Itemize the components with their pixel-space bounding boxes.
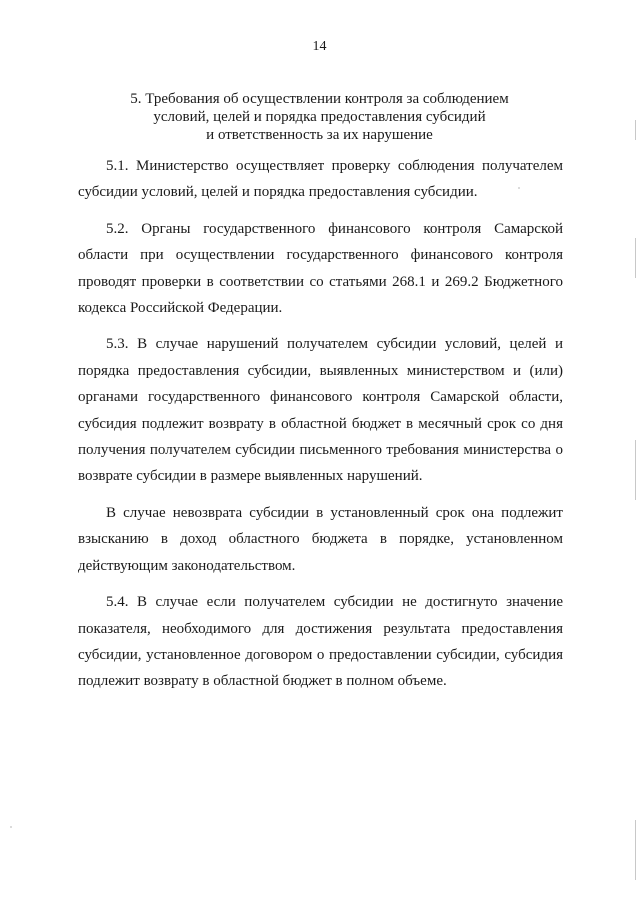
scan-edge-mark [635,120,636,140]
scan-speck [10,826,12,828]
page-number: 14 [312,39,327,54]
paragraph-5-1: 5.1. Министерство осуществляет проверку соблюдения получателем субсидии условий, целей и порядка предоставления субсидии. [78,158,563,201]
section-heading-line-1: 5. Требования об осуществлении контроля за соблюдением [130,91,509,107]
scan-edge-mark [635,440,636,500]
paragraph-5-4: 5.4. В случае если получателем субсидии не достигнуто значение показателя, необходимого для достижения результата предоставления субсидии, установленное договором о предоставлении субсидии, субсидия подлежит возврату в областной бюджет в полном объеме. [78,594,563,690]
scan-edge-mark [635,820,636,880]
section-heading-line-3: и ответственность за их нарушение [206,127,433,143]
paragraph-5-2: 5.2. Органы государственного финансового контроля Самарской области при осуществлении государственного финансового контроля проводят проверки в соответствии со статьями 268.1 и 269.2 Бюджетного кодекса Российской Федерации. [78,220,563,317]
scan-speck [518,187,520,189]
paragraph-5-3-continued: В случае невозврата субсидии в установленный срок она подлежит взысканию в доход областного бюджета в порядке, установленном действующим законодательством. [78,504,563,574]
document-body [78,153,563,705]
paragraph-5-3: 5.3. В случае нарушений получателем субсидии условий, целей и порядка предоставления субсидии, выявленных министерством и (или) органами государственного финансового контроля Самарской области, субсидия подлежит возврату в областной бюджет в месячный срок со дня получения получателем субсидии письменного требования министерства о возврате субсидии в размере выявленных нарушений. [78,336,563,485]
scan-edge-mark [635,238,636,278]
section-heading [60,90,579,144]
section-heading-line-2: условий, целей и порядка предоставления субсидий [153,109,486,125]
